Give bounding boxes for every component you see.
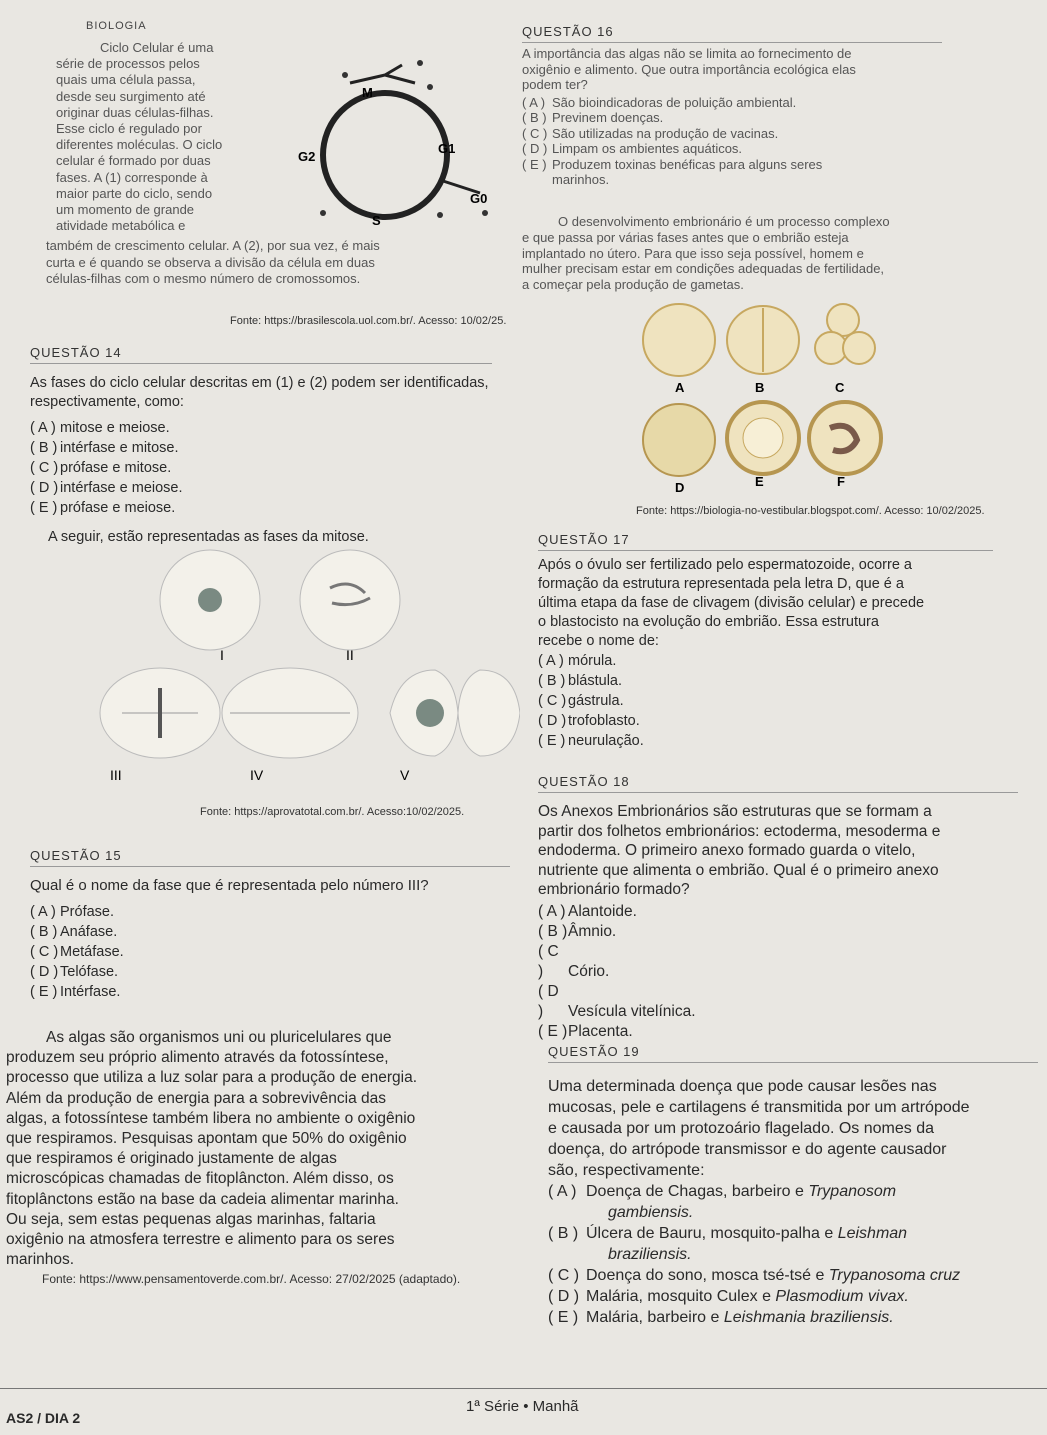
q17-stem-line: última etapa da fase de clivagem (divisão celular) e precede [538,595,925,611]
option-text: Prófase. [60,904,114,920]
algae-line: algas, a fotossíntese também libera no ambiente o oxigênio [6,1109,416,1127]
q19-label: QUESTÃO 19 [548,1044,1038,1063]
option-letter: ( C ) [522,125,548,141]
q14-options [30,418,500,518]
option[interactable] [538,711,1003,731]
option-text: Telófase. [60,964,119,980]
q14-label: QUESTÃO 14 [30,345,492,364]
algae-line: produzem seu próprio alimento através da fotossíntese, [6,1049,389,1067]
nucleus-v [416,699,444,727]
q18-stem-line: endoderma. O primeiro anexo formado guarda o vitelo, [538,842,916,859]
option-letter: ( E ) [522,156,547,172]
footer-divider [0,1388,1047,1389]
option[interactable] [538,902,1022,922]
q16-stem-line: podem ter? [522,77,588,92]
algae-line: Além da produção de energia para a sobrevivência das [6,1089,386,1107]
cell-ii [300,550,400,650]
cycle-line: atividade metabólica e [56,218,186,234]
q18-stem-line: embrionário formado? [538,881,690,898]
option[interactable] [548,1265,1046,1286]
algae-source: Fonte: https://www.pensamentoverde.com.br/. Acesso: 27/02/2025 (adaptado). [42,1272,461,1286]
cycle-line: originar duas células-filhas. [56,104,214,120]
algae-line: que respiramos é originado justamente de algas [6,1150,337,1168]
option-text: Previnem doenças. [552,110,664,125]
option-species: Leishman [837,1225,908,1242]
option-letter: ( E ) [538,733,566,749]
option-text: Metáfase. [60,944,124,960]
q19-stem-line: são, respectivamente: [548,1162,705,1179]
option-species: Trypanosom [808,1183,897,1200]
option[interactable] [30,962,510,982]
q18-block [538,802,1022,1042]
cycle-line: fases. A (1) corresponde à [56,169,208,185]
mitosis-intro: A seguir, estão representadas as fases da mitose. [48,529,369,545]
option[interactable] [548,1223,1046,1244]
option-letter: ( A ) [548,1183,577,1200]
footer-center: 1ª Série • Manhã [466,1398,579,1415]
option[interactable] [538,651,1003,671]
q19-stem-line: doença, do artrópode transmissor e do agente causador [548,1141,947,1158]
option-text: gástrula. [568,693,624,709]
option-continuation: marinhos. [552,172,610,187]
embryo-development-figure [635,300,895,495]
cell-cycle-diagram [290,55,505,235]
cycle-line: maior parte do ciclo, sendo [56,185,213,201]
option-text: mórula. [568,653,617,669]
option-text: São utilizadas na produção de vacinas. [552,125,779,141]
cell-dot [427,84,433,90]
option-species: Leishmania braziliensis. [723,1309,894,1326]
cell-dot [482,210,488,216]
option-letter: ( B ) [30,924,58,940]
cycle-tail-line: curta e é quando se observa a divisão da célula em duas [46,254,375,270]
nucleus-i [198,588,222,612]
cell-dot [342,72,348,78]
option-letter: ( B ) [522,110,547,125]
label-b: B [755,380,765,395]
label-iii: III [110,767,122,783]
stage-d [643,404,715,476]
option[interactable] [538,982,1022,1022]
q19-stem-line: mucosas, pele e cartilagens é transmitida por um artrópode [548,1099,970,1116]
q16-stem-line: oxigênio e alimento. Que outra importância ecológica elas [522,61,856,77]
algae-line: Ou seja, sem estas pequenas algas marinhas, faltaria [6,1210,376,1228]
option-continuation: braziliensis. [608,1246,692,1263]
mitosis-source: Fonte: https://aprovatotal.com.br/. Acesso:10/02/2025. [200,806,465,818]
label-s: S [372,213,381,228]
option-text: mitose e meiose. [60,420,170,436]
label-g1: G1 [438,141,456,156]
option-letter: ( A ) [30,420,56,436]
subject-header: BIOLOGIA [86,20,147,32]
q17-stem-line: formação da estrutura representada pela letra D, que é a [538,576,904,592]
cycle-source: Fonte: https://brasilescola.uol.com.br/. Acesso: 10/02/25. [230,315,507,327]
option[interactable] [30,982,510,1002]
q17-label: QUESTÃO 17 [538,532,993,551]
option-text: Âmnio. [568,922,617,940]
option-letter: ( E ) [30,500,58,516]
algae-line: processo que utiliza a luz solar para a produção de energia. [6,1069,418,1087]
option-text: trofoblasto. [568,713,640,729]
cycle-line: série de processos pelos [56,56,200,72]
embryo-line: a começar pela produção de gametas. [522,277,744,293]
option-text: Intérfase. [60,984,121,1000]
label-a: A [675,380,685,395]
option-letter: ( A ) [538,902,566,920]
blastomere [843,332,875,364]
q16-stem-line: A importância das algas não se limita ao fornecimento de [522,46,852,61]
label-i: I [220,647,224,663]
option-letter: ( C ) [538,693,567,709]
option-text: Limpam os ambientes aquáticos. [552,141,743,156]
option[interactable] [30,438,500,458]
blastocoel [743,418,783,458]
cycle-line: Esse ciclo é regulado por [56,121,202,137]
option-text: prófase e mitose. [60,460,172,476]
q16-block [522,46,962,188]
cell-dot [437,212,443,218]
option-text: Placenta. [568,1022,633,1040]
option-letter: ( B ) [538,922,568,940]
label-m: M [362,85,373,100]
label-g2: G2 [298,149,316,164]
option[interactable] [30,498,500,518]
algae-line: que respiramos. Pesquisas apontam que 50% do oxigênio [6,1130,407,1148]
option-letter: ( D ) [30,480,59,496]
q19-stem-line: e causada por um protozoário flagelado. Os nomes da [548,1120,935,1137]
q14-stem: As fases do ciclo celular descritas em (1) e (2) podem ser identificadas, respectivamente, como: [30,375,489,410]
q15-stem: Qual é o nome da fase que é representada pelo número III? [30,877,429,894]
algae-line: As algas são organismos uni ou pluricelulares que [46,1029,392,1046]
option-text: intérfase e meiose. [60,480,183,496]
algae-line: microscópicas chamadas de fitoplâncton. Além disso, os [6,1170,394,1188]
option-letter: ( D ) [30,964,59,980]
option-species: Trypanosoma cruz [828,1267,961,1284]
option-text: Anáfase. [60,924,118,940]
option-letter: ( C ) [548,1267,580,1284]
q18-stem-line: nutriente que alimenta o embrião. Qual é o primeiro anexo [538,861,939,879]
embryo-line: O desenvolvimento embrionário é um processo complexo [558,214,890,229]
option[interactable] [30,458,500,478]
stage-f [809,402,881,474]
cycle-line: diferentes moléculas. O ciclo [56,137,223,153]
option[interactable] [548,1307,1046,1328]
option[interactable] [548,1181,1046,1202]
option-text: Malária, mosquito Culex e [586,1288,776,1305]
cycle-tail-line: também de crescimento celular. A (2), por sua vez, é mais [46,238,380,253]
option[interactable] [522,110,962,126]
division-branch [385,75,415,83]
option-letter: ( A ) [538,653,564,669]
q15-options [30,902,510,1002]
option-letter: ( C ) [538,942,559,980]
cycle-line: celular é formado por duas [56,153,211,169]
option-letter: ( B ) [538,673,566,689]
cell-dot [417,60,423,66]
option[interactable] [522,141,962,157]
option[interactable] [538,731,1003,751]
cycle-tail-line: células-filhas com o mesmo número de cromossomos. [46,271,361,286]
option[interactable] [30,922,510,942]
label-g0: G0 [470,191,488,206]
option-continuation: gambiensis. [608,1204,694,1221]
label-d: D [675,480,685,495]
q18-stem-line: Os Anexos Embrionários são estruturas que se formam a [538,803,932,820]
embryo-source: Fonte: https://biologia-no-vestibular.blogspot.com/. Acesso: 10/02/2025. [636,505,985,517]
label-c: C [835,380,845,395]
option-text: neurulação. [568,733,644,749]
option-letter: ( E ) [30,984,58,1000]
q15-block [30,876,510,1002]
label-v: V [400,767,410,783]
option-letter: ( D ) [522,141,548,156]
option-text: São bioindicadoras de poluição ambiental. [552,94,797,110]
option-text: Vesícula vitelínica. [568,1002,696,1020]
algae-line: fitoplânctons estão na base da cadeia alimentar marinha. [6,1190,399,1208]
option[interactable] [548,1286,1046,1307]
option-text: Alantoide. [568,902,637,920]
cycle-tail [46,238,508,288]
option-letter: ( D ) [538,982,559,1020]
option[interactable] [538,671,1003,691]
option-letter: ( C ) [30,944,59,960]
option-species: Plasmodium vivax. [775,1288,909,1305]
option[interactable] [30,902,510,922]
option[interactable] [538,942,1022,982]
label-ii: II [346,647,354,663]
q17-block [538,556,1003,751]
option[interactable] [538,922,1022,942]
q17-stem-line: Após o óvulo ser fertilizado pelo espermatozoide, ocorre a [538,557,912,573]
q14-block [30,374,500,518]
label-e: E [755,474,764,489]
option-letter: ( E ) [548,1309,579,1326]
option-letter: ( B ) [30,440,58,456]
cycle-text [56,40,281,234]
option-text: prófase e meiose. [60,500,176,516]
q19-block [548,1076,1046,1328]
division-branch [350,65,402,83]
option-text: Doença de Chagas, barbeiro e [586,1183,809,1200]
embryo-line: implantado no útero. Para que isso seja possível, homem e [522,245,864,261]
algae-line: oxigênio na atmosfera terrestre e alimento para os seres [6,1231,395,1249]
option-text: Cório. [568,962,610,980]
algae-line: marinhos. [6,1251,75,1269]
option[interactable] [522,157,962,173]
cycle-ring [323,93,447,217]
option-text: Malária, barbeiro e [586,1309,724,1326]
option-text: Doença do sono, mosca tsé-tsé e [586,1267,829,1284]
option-text: intérfase e mitose. [60,440,179,456]
option-text: blástula. [568,673,623,689]
option-letter: ( D ) [548,1288,580,1305]
option-letter: ( D ) [538,713,567,729]
embryo-line: e que passa por várias fases antes que o embrião esteja [522,229,849,245]
cell-v [390,670,520,756]
option-letter: ( E ) [538,1022,568,1040]
option-letter: ( A ) [522,94,546,110]
option[interactable] [30,418,500,438]
mitosis-figure [60,548,520,798]
cycle-line: Ciclo Celular é uma [100,40,214,55]
q19-stem-line: Uma determinada doença que pode causar lesões nas [548,1078,937,1095]
option-letter: ( B ) [548,1225,579,1242]
footer-left: AS2 / DIA 2 [6,1410,81,1426]
option[interactable] [522,95,962,111]
option-text: Produzem toxinas benéficas para alguns seres [552,156,823,172]
q17-stem-line: o blastocisto na evolução do embrião. Essa estrutura [538,614,879,630]
label-f: F [837,474,845,489]
option[interactable] [538,1022,1022,1042]
q18-label: QUESTÃO 18 [538,774,1018,793]
cycle-line: um momento de grande [56,202,195,218]
option-letter: ( C ) [30,460,59,476]
q16-options [522,95,962,188]
cycle-line: quais uma célula passa, [56,72,196,88]
option[interactable] [522,126,962,142]
stage-a [643,304,715,376]
q15-label: QUESTÃO 15 [30,848,510,867]
q18-stem-line: partir dos folhetos embrionários: ectoderma, mesoderma e [538,822,941,840]
option[interactable] [538,691,1003,711]
option[interactable] [30,942,510,962]
embryo-line: mulher precisam estar em condições adequadas de fertilidade, [522,261,885,277]
q16-label: QUESTÃO 16 [522,24,942,43]
embryo-text [522,214,1022,293]
option-letter: ( A ) [30,904,56,920]
cell-dot [320,210,326,216]
option[interactable] [30,478,500,498]
algae-text [6,1028,516,1270]
label-iv: IV [250,767,264,783]
option-text: Úlcera de Bauru, mosquito-palha e [586,1225,838,1242]
q17-stem-line: recebe o nome de: [538,633,659,649]
cycle-line: desde seu surgimento até [56,88,206,104]
